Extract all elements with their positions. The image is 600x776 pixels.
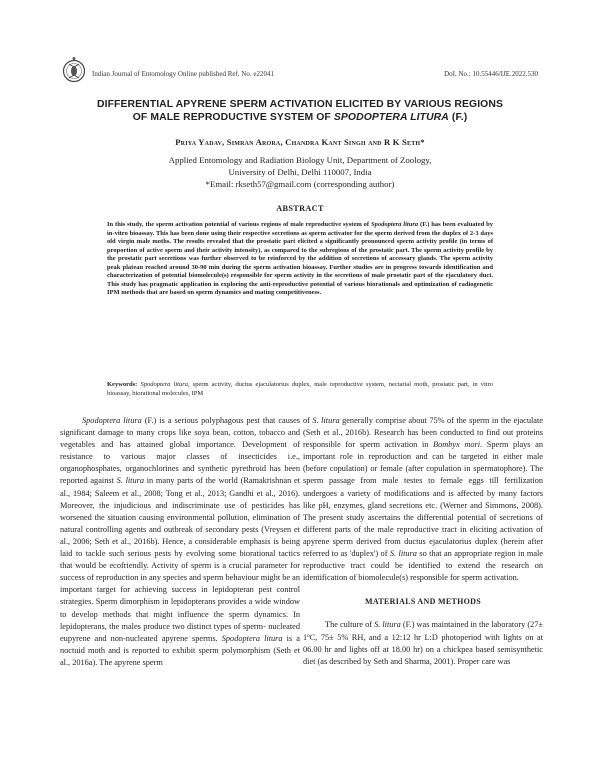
paper-title-line-1: DIFFERENTIAL APYRENE SPERM ACTIVATION ELICITED BY VARIOUS REGIONS xyxy=(97,99,503,110)
body-text: The culture of xyxy=(325,620,375,630)
keywords-label: Keywords: xyxy=(107,381,138,388)
body-text: generally comprise about 75% of the sperm in the ejaculate (Seth et al., 2016b). Research has been conducted to find out proteins responsible for sperm activation in xyxy=(303,416,543,450)
species-name: S. litura xyxy=(116,476,145,486)
affiliation-line-2: University of Delhi, Delhi 110007, India xyxy=(228,167,372,177)
body-text: of xyxy=(303,416,313,425)
body-text: is a noctuid moth and is reported to exhibit sperm polymorphism (Seth et al., 2016a). The apyrene sperm xyxy=(60,633,300,667)
species-name: S. litura xyxy=(374,620,401,630)
section-heading-methods: MATERIALS AND METHODS xyxy=(365,597,481,607)
abstract-text-part: In this study, the sperm activation potential of various regions of male reproductive system of xyxy=(107,221,372,228)
title-species: SPODOPTERA LITURA xyxy=(333,112,449,123)
title-suffix: (F.) xyxy=(448,112,468,123)
abstract-heading: ABSTRACT xyxy=(276,204,324,213)
body-text: so that an appropriate region in male reproductive tract could be identified to extend the research on identification of biomolecule(s) responsible for sperm activation. xyxy=(303,549,543,583)
body-text: (F.) was maintained in the laboratory (27± 1ºC, 75± 5% RH, and a 12:12 hr L:D photoperiod with lights on at 06.00 hr and lights off at 18.00 hr) on a chickpea based semisynthetic diet (as described by Seth and Sharma, 2001). Proper care was xyxy=(303,620,543,666)
body-text: (F.) is a serious polyphagous pest that causes significant damage to many crops like soya bean, cotton, tobacco and vegetables and has attained global importance. Development of resistance to various major classes of insecticides i.e., organophosphates, organochlorines and synthetic pyrethroid has been reported against xyxy=(60,416,300,486)
paper-title-line-2 xyxy=(60,112,540,123)
body-text: . Sperm plays an important role in reproduction and can be targeted in either male (before copulation) or female (after copulation in spermatophore). The sperm passage from male testes to female eggs till fertilization undergoes a variety of modifications and is affected by many factors like pH, enzymes, gland secretions etc. (Werner and Simmons, 2008). The present study ascertains the differential potential of secretions of different parts of the male reproductive tract in eliciting activation of apyrene sperm derived from ductus ejaculatorius duplex (herein after referred to as 'duplex') of xyxy=(303,440,543,559)
journal-emblem-icon xyxy=(62,56,86,86)
doi-reference: DoI. No.: 10.55446/IJE.2022.530 xyxy=(444,70,538,78)
keywords xyxy=(107,380,493,398)
intro-paragraph xyxy=(60,415,300,669)
corresponding-email: *Email: rkseth57@gmail.com (corresponding author) xyxy=(205,179,395,189)
abstract-text xyxy=(107,221,493,298)
body-column-left xyxy=(60,415,300,669)
keywords-species: Spodoptera litura xyxy=(140,381,188,388)
species-name: S. litura xyxy=(312,416,340,425)
body-column-right xyxy=(303,415,543,668)
abstract-species: Spodoptera litura xyxy=(371,221,419,228)
body-text: in many parts of the world (Ramakrishnan et al., 1984; Saleem et al., 2008; Tong et al., 2013; Gandhi et al., 2016). Moreover, the injudicious and indiscriminate use of pesticides has worsened the situation causing environmental pollution, elimination of natural controlling agents and outbreak of secondary pests (Vreysen et al., 2006; Seth et al., 2016b). Hence, a considerable emphasis is being laid to tackle such serious pests by evolving some biorational tactics that would be ecofriendly. Activity of sperm is a crucial parameter for success of reproduction in any species and sperm behaviour might be an important target for achieving success in lepidopteran pest control strategies. Sperm dimorphism in lepidopterans provides a wide window to develop methods that might influence the sperm dynamics. In lepidopterans, the males produce two distinct types of sperm- nucleated eupyrene and non-nucleated apyrene sperms. xyxy=(60,476,300,643)
abstract-text-part: (F.) has been evaluated by in-vitro bioassay. This has been done using their respective secretions as sperm activator for the sperm derived from the duplex of 2-3 days old virgin male moths. The results revealed that the prostatic part elicited a significantly pronounced sperm activity profile (in terms of proportion of active sperm and their activity intensity), as compared to the subregions of the prostatic part. The sperm activity profile by the prostatic part secretions was further observed to be reinforced by the addition of secretions of accessary glands. The sperm activity peak plateau reached around 30-90 min during the sperm activation bioassay. Further studies are in progress towards identification and characterization of potential biomolecule(s) responsible for sperm activity in the secretions of male prostatic part of the ejaculatory duct. This study has pragmatic application in exploring the anti-reproductive potential of various biorationals and optimization of radiogenetic IPM methods that are based on sperm dynamics and mating competitiveness. xyxy=(107,221,494,297)
author-list: Priya Yadav, Simran Arora, Chandra Kant Singh and R K Seth* xyxy=(175,137,425,147)
affiliation-line-1: Applied Entomology and Radiation Biology Unit, Department of Zoology, xyxy=(168,155,432,165)
species-name: Spodoptera litura xyxy=(82,416,142,425)
intro-paragraph-continued xyxy=(303,415,543,584)
keywords-list: , sperm activity, ductus ejaculatorius duplex, male reproductive system, nectarial moth, prostatic part, in vitro bioassay, biorational molecules, IPM xyxy=(107,381,493,397)
methods-paragraph xyxy=(303,619,543,667)
species-name: S. litura xyxy=(389,549,417,559)
journal-reference: Indian Journal of Entomology Online published Ref. No. e22041 xyxy=(92,70,274,78)
species-name: Spodoptera litura xyxy=(221,633,283,643)
species-name: Bombyx mori xyxy=(433,440,481,450)
title-prefix: OF MALE REPRODUCTIVE SYSTEM OF xyxy=(132,112,334,123)
